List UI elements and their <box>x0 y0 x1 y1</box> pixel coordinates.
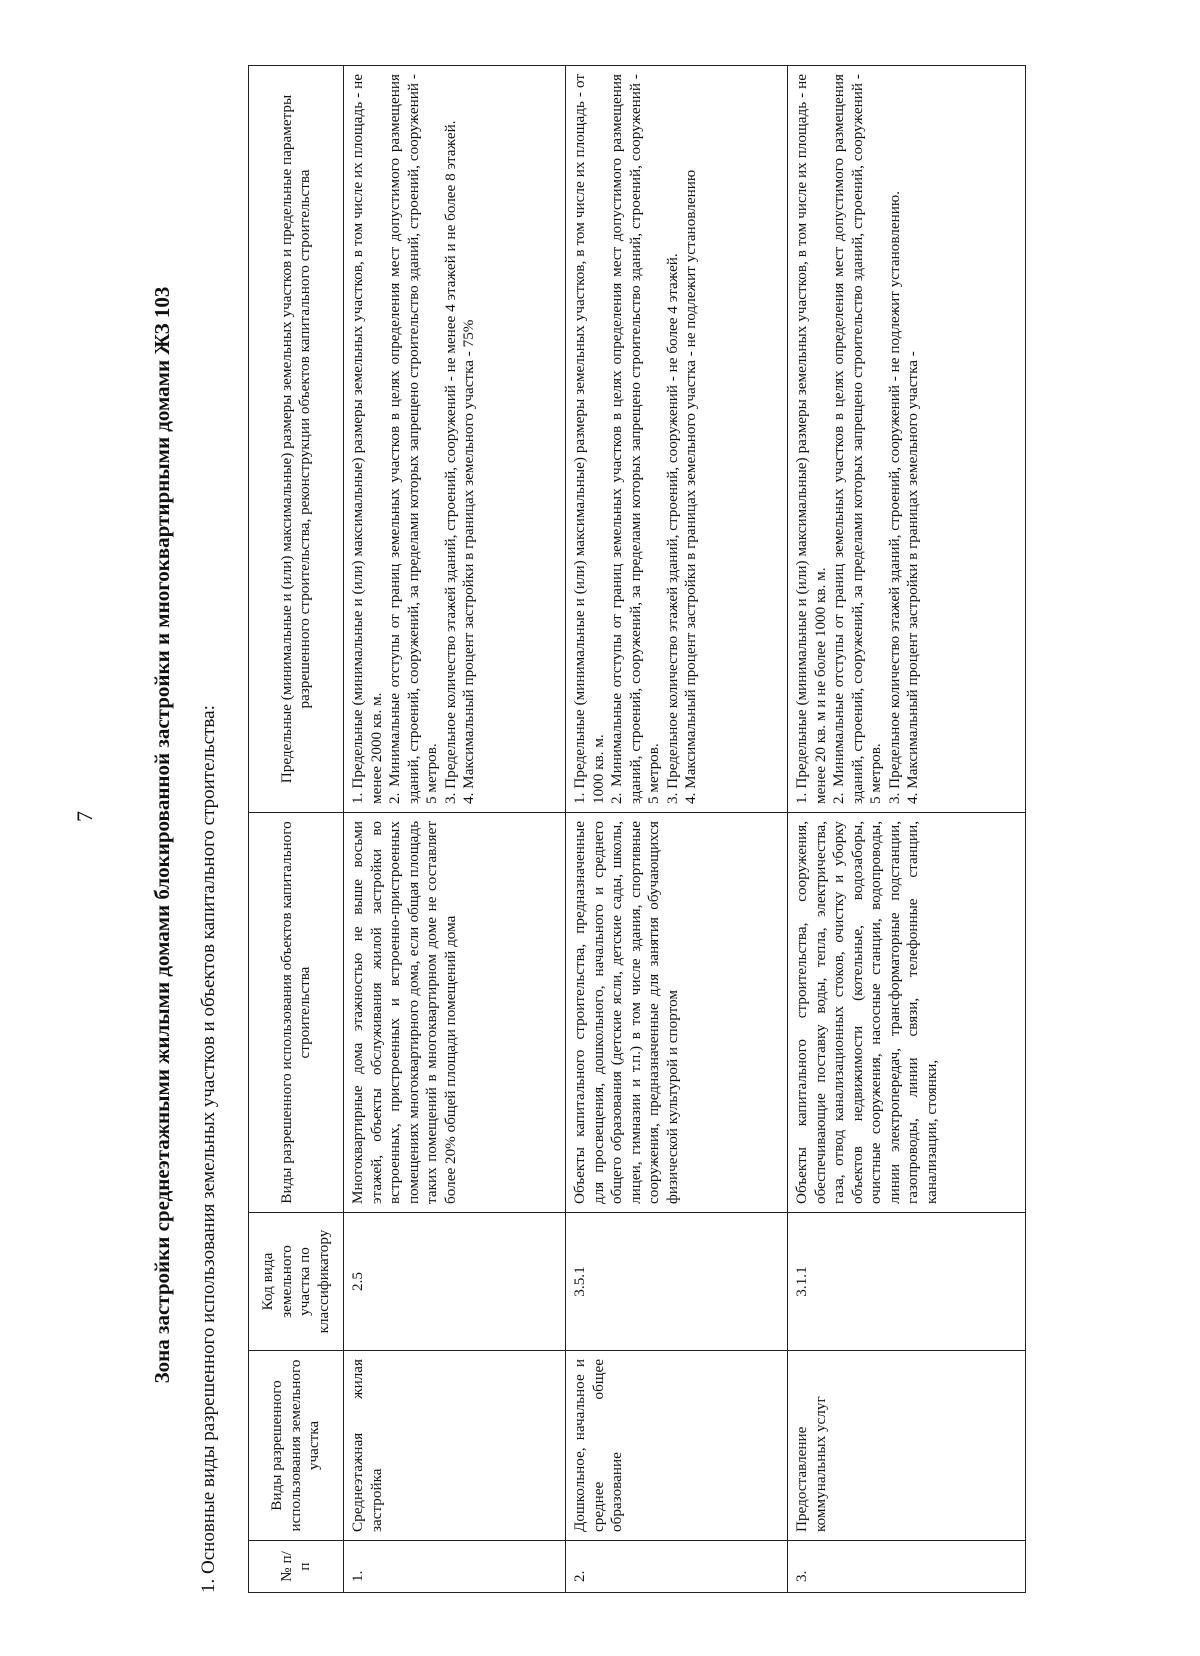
land-use-table <box>248 65 1026 1593</box>
parameter-item: 2. Минимальные отступы от границ земельных участков в целях определения мест допустимого размещения зданий, строений, сооружений, за пределами которых запрещено строительство зданий, строений, сооружений - 5 метров. <box>608 74 663 804</box>
table-row <box>344 66 566 1593</box>
page-number: 7 <box>72 811 97 822</box>
header-number: № п/п <box>249 1541 344 1593</box>
land-use-cell: Предоставление коммунальных услуг <box>788 1351 1026 1541</box>
document-title: Зона застройки среднеэтажными жилыми домами блокированной застройки и многоквартирными домами ЖЗ 103 <box>150 286 174 1384</box>
table-header-row <box>249 66 344 1593</box>
code-cell: 3.5.1 <box>566 1213 788 1351</box>
parameter-item: 2. Минимальные отступы от границ земельных участков в целях определения мест допустимого размещения зданий, строений, сооружений, за пределами которых запрещено строительство зданий, строений, сооружений - 5 метров. <box>386 74 441 804</box>
parameter-item: 4. Максимальный процент застройки в границах земельного участка - не подлежит установлению <box>682 169 700 804</box>
parameters-cell <box>788 66 1026 813</box>
parameters-cell <box>344 66 566 813</box>
parameter-item: 1. Предельные (минимальные и (или) максимальные) размеры земельных участков, в том числе их площадь - не менее 20 кв. м и не более 1000 кв. м. <box>793 74 829 804</box>
parameters-cell <box>566 66 788 813</box>
header-land-use: Виды разрешенного использования земельного участка <box>249 1351 344 1541</box>
header-code: Код вида земельного участка по классификатору <box>249 1213 344 1351</box>
building-use-cell: Многоквартирные дома этажностью не выше восьми этажей, объекты обслуживания жилой застройки во встроенных, пристроенных и встроенно-пристроенных помещениях многоквартирного дома, если общая площадь таких помещений в многоквартирном доме не составляет более 20% общей площади помещений дома <box>344 813 566 1213</box>
parameter-item: 3. Предельное количество этажей зданий, строений, сооружений - не менее 4 этажей и не более 8 этажей. <box>441 120 459 804</box>
code-cell: 3.1.1 <box>788 1213 1026 1351</box>
code-cell: 2.5 <box>344 1213 566 1351</box>
parameter-item: 4. Максимальный процент застройки в границах земельного участка - 75% <box>460 319 478 804</box>
section-subtitle: 1. Основные виды разрешенного использования земельных участков и объектов капитального строительства: <box>198 705 219 1593</box>
land-use-cell: Среднеэтажная жилая застройка <box>344 1351 566 1541</box>
header-parameters: Предельные (минимальные и (или) максимальные) размеры земельных участков и предельные параметры разрешенного строительства, реконструкции объектов капитального строительства <box>249 66 344 813</box>
table-row <box>788 66 1026 1593</box>
parameter-item: 4. Максимальный процент застройки в границах земельного участка - <box>904 351 922 804</box>
parameter-item: 1. Предельные (минимальные и (или) максимальные) размеры земельных участков, в том числе их площадь - от 1000 кв. м. <box>571 74 607 804</box>
building-use-cell: Объекты капитального строительства, сооружения, обеспечивающие поставку воды, тепла, электричества, газа, отвод канализационных стоков, очистку и уборку объектов недвижимости (котельные, водозаборы, очистные сооружения, насосные станции, водопроводы, линии электропередач, трансформаторные подстанции, газопроводы, линии связи, телефонные станции, канализации, стоянки, <box>788 813 1026 1213</box>
header-building-use: Виды разрешенного использования объектов капитального строительства <box>249 813 344 1213</box>
row-number: 1. <box>344 1541 566 1593</box>
table-row <box>566 66 788 1593</box>
land-use-cell: Дошкольное, начальное и среднее общее образование <box>566 1351 788 1541</box>
row-number: 2. <box>566 1541 788 1593</box>
parameter-item: 3. Предельное количество этажей зданий, строений, сооружений - не подлежит установлению. <box>885 190 903 804</box>
building-use-cell: Объекты капитального строительства, предназначенные для просвещения, дошкольного, начального и среднего общего образования (детские ясли, детские сады, школы, лицеи, гимназии и т.п.) в том числе здания, спортивные сооружения, предназначенные для занятия обучающихся физической культурой и спортом <box>566 813 788 1213</box>
parameter-item: 2. Минимальные отступы от границ земельных участков в целях определения мест допустимого размещения зданий, строений, сооружений, за пределами которых запрещено строительство зданий, строений, сооружений - 5 метров. <box>830 74 885 804</box>
parameter-item: 3. Предельное количество этажей зданий, строений, сооружений - не более 4 этажей. <box>663 253 681 804</box>
rotated-content <box>110 50 1150 1620</box>
row-number: 3. <box>788 1541 1026 1593</box>
parameter-item: 1. Предельные (минимальные и (или) максимальные) размеры земельных участков, в том числе их площадь - не менее 2000 кв. м. <box>349 74 385 804</box>
